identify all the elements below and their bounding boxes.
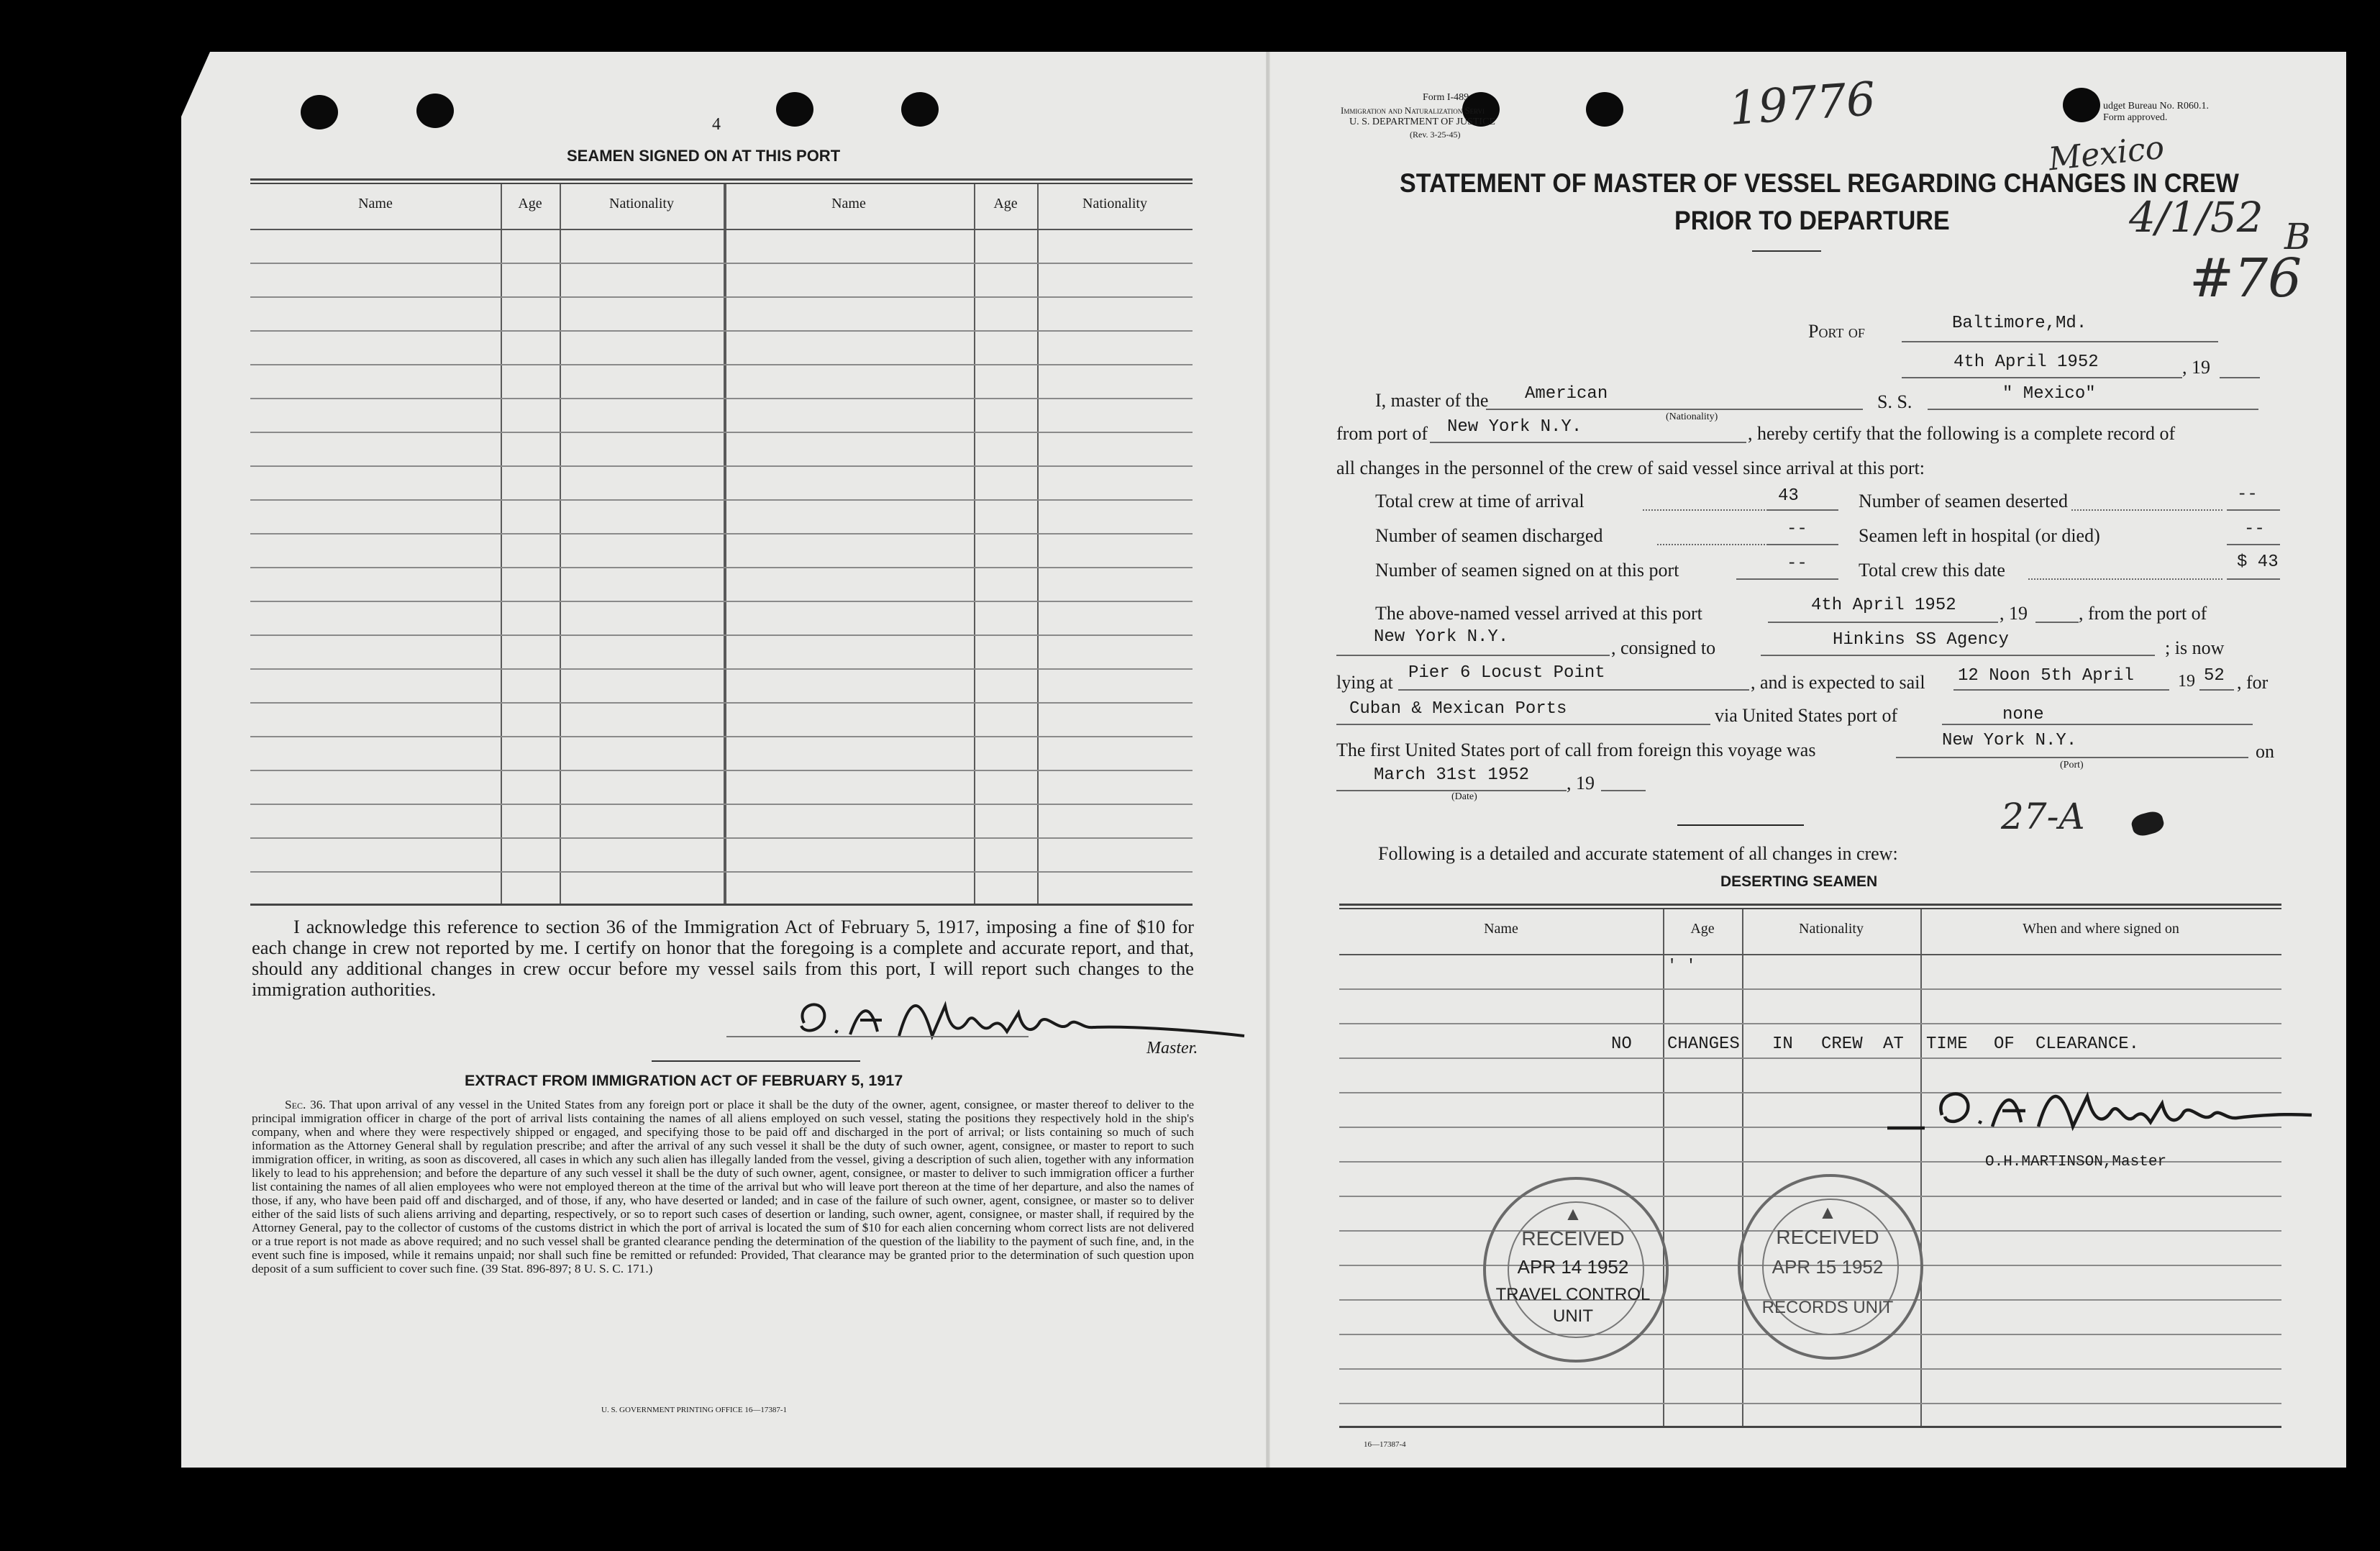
received-stamp-travel-control (1483, 1177, 1669, 1363)
total-date-value: $ 43 (2237, 552, 2279, 572)
clearance-signature-scribble (1884, 1079, 2316, 1144)
form-revision: (Rev. 3-25-45) (1410, 129, 1461, 140)
consigned-value: Hinkins SS Agency (1833, 630, 2009, 650)
destination-value: Cuban & Mexican Ports (1349, 699, 1567, 719)
first-port-value: New York N.Y. (1942, 731, 2077, 750)
section-body: That upon arrival of any vessel in the United States from any foreign port or place it shall be the duty of the owner, agent, consignee, or master thereof to deliver to the principal immigration officer in charge of the port of arrival lists containing the names of all aliens employed on such vessel, stating the positions they respectively hold in the ship's company, when and where they were respectively shipped or engaged, and specifying those to be paid off and discharged in the port of arrival; or lists containing so much of such information as the Attorney General shall by regulation prescribe; and after the arrival of any such vessel it shall be the duty of such owner, agent, consignee, or master to report to such immigration officer, in writing, as soon as discovered, all cases in which any such alien has illegally landed from the vessel, giving a description of such alien, together with any information likely to lead to his apprehension; and before the departure of any such vessel it shall be the duty of such owner, agent, consignee, or master to deliver to such immigration officer a further list containing the names of all alien employees who were not employed thereon at the time of the arrival but who will leave port thereon at the time of her departure, and also the names of those, if any, who have been paid off and discharged, and of those, if any, who have deserted or landed; and in case of the failure of such owner, agent, consignee, or master so to deliver either of the said lists of such aliens arriving and departing, respectively, or so to report such cases of desertion or landing, such owner, agent, consignee, or master shall, if required by the Attorney General, pay to the collector of customs of the customs district in which the port of arrival is located the sum of $10 for each alien concerning whom correct lists are not delivered or a true report is not made as above required; and no such vessel shall be granted clearance pending the determination of the question of the liability to the payment of such fine, and, in the event such fine is imposed, while it remains unpaid; nor shall such fine be remitted or refunded: Provided, That clearance may be granted prior to the determination of such question upon deposit of a sum sufficient to cover such fine. (39 Stat. 896-897; 8 U. S. C. 171.) (252, 1098, 1194, 1275)
vessel-nationality: American (1525, 384, 1608, 404)
page-number: 4 (712, 115, 721, 134)
handwritten-letter: B (2284, 216, 2311, 258)
budget-bureau: udget Bureau No. R060.1. (2103, 101, 2209, 112)
expected-year-prefix: 19 (2178, 672, 2195, 691)
signed-on-value: -- (1787, 554, 1807, 573)
first-date-value: March 31st 1952 (1374, 765, 1530, 785)
hospital-value: -- (2244, 519, 2265, 539)
lying-at-value: Pier 6 Locust Point (1408, 663, 1605, 683)
received-stamp-records (1738, 1174, 1923, 1360)
via-label: via United States port of (1715, 705, 1898, 726)
first-port-label: The first United States port of call from foreign this voyage was (1336, 740, 1816, 760)
punch-hole (416, 94, 454, 128)
report-date: 4th April 1952 (1953, 352, 2099, 372)
signature-typed-name: O.H.MARTINSON,Master (1985, 1154, 2167, 1170)
port-caption: (Port) (2060, 760, 2084, 770)
column-header: Nationality (1082, 196, 1147, 212)
punch-hole (1586, 92, 1623, 127)
arrived-label: The above-named vessel arrived at this port (1375, 603, 1702, 624)
column-header: Age (993, 196, 1018, 212)
age-mark: ' ' (1667, 957, 1696, 975)
extract-title: EXTRACT FROM IMMIGRATION ACT OF FEBRUARY 5, 1917 (465, 1072, 903, 1089)
for-label: , for (2237, 672, 2269, 693)
no-changes-word: CHANGES (1667, 1034, 1740, 1054)
ss-label: S. S. (1877, 391, 1912, 412)
no-changes-word: TIME (1926, 1034, 1968, 1054)
form-department: U. S. DEPARTMENT OF JUSTICE (1349, 117, 1495, 127)
column-header: Name (358, 196, 393, 212)
date-caption: (Date) (1451, 791, 1477, 802)
section-label: Sec. 36. (285, 1098, 326, 1111)
punch-hole (301, 95, 338, 129)
clearance-signature (1935, 1122, 1936, 1123)
arrived-suffix: , 19 (2000, 603, 2028, 624)
all-changes-text: all changes in the personnel of the crew of said vessel since arrival at this port: (1336, 458, 1925, 478)
clipped-corner (181, 52, 210, 117)
discharged-label: Number of seamen discharged (1375, 525, 1603, 546)
from-port-label: from port of (1336, 423, 1428, 444)
stamp-arrow: ▲ (1564, 1203, 1582, 1224)
consigned-label: , consigned to (1611, 637, 1716, 658)
no-changes-word: IN (1772, 1034, 1793, 1054)
from-port-of-label: , from the port of (2079, 603, 2207, 624)
section-36-text (252, 1098, 1194, 1275)
date-suffix: , 19 (2182, 357, 2210, 378)
master-of-label: I, master of the (1375, 390, 1489, 411)
stamp-unit: TRAVEL CONTROL (1495, 1285, 1651, 1304)
certify-text: , hereby certify that the following is a complete record of (1748, 423, 2176, 444)
master-label: Master. (1146, 1039, 1198, 1058)
signed-on-label: Number of seamen signed on at this port (1375, 560, 1679, 581)
port-of-value: Baltimore,Md. (1952, 314, 2087, 333)
handwritten-mark: 27-A (2001, 796, 2085, 837)
from-port-value: New York N.Y. (1447, 417, 1582, 437)
punch-hole (2063, 88, 2100, 122)
column-header: Nationality (1799, 921, 1864, 937)
on-label: on (2256, 741, 2274, 762)
center-fold (1266, 52, 1270, 1468)
form-number: Form I-489 (1423, 92, 1469, 103)
total-crew-arrival-value: 43 (1778, 486, 1799, 506)
discharged-value: -- (1787, 519, 1807, 539)
first-date-suffix: , 19 (1567, 773, 1595, 793)
stamp-date: APR 15 1952 (1772, 1256, 1884, 1278)
column-header: Age (1690, 921, 1715, 937)
handwritten-date: 4/1/52 (2129, 193, 2263, 242)
punch-hole (776, 92, 813, 127)
stamp-received: RECEIVED (1776, 1226, 1879, 1248)
acknowledgement-text: I acknowledge this reference to section 36 of the Immigration Act of February 5, 1917, imposing a fine of $10 for each change in crew not reported by me. I certify on honor that the foregoing is a complete and accurate report, and that, should any additional changes in crew occur before my vessel sails from this port, I will report such changes to the immigration authorities. (252, 916, 1194, 1000)
total-crew-arrival-label: Total crew at time of arrival (1375, 491, 1585, 511)
expected-year: 52 (2204, 666, 2225, 686)
deserted-value: -- (2237, 485, 2258, 504)
expected-label: , and is expected to sail (1751, 672, 1925, 693)
expected-value: 12 Noon 5th April (1958, 666, 2134, 686)
handwritten-file-number: 19776 (1727, 72, 1877, 137)
form-title-line1: STATEMENT OF MASTER OF VESSEL REGARDING CHANGES IN CREW (1400, 168, 2239, 198)
column-header: When and where signed on (2023, 921, 2179, 937)
total-date-label: Total crew this date (1859, 560, 2005, 581)
no-changes-word: CREW (1821, 1034, 1863, 1054)
stamp-date: APR 14 1952 (1517, 1256, 1629, 1278)
stamp-received: RECEIVED (1521, 1227, 1625, 1250)
deserting-title: DESERTING SEAMEN (1720, 873, 1878, 890)
stamp-unit: RECORDS UNIT (1761, 1298, 1894, 1317)
no-changes-word: CLEARANCE. (2035, 1034, 2140, 1054)
column-header: Name (831, 196, 866, 212)
footer-code: 16—17387-4 (1364, 1440, 1406, 1449)
stamp-arrow: ▲ (1818, 1201, 1837, 1223)
arrived-value: 4th April 1952 (1811, 596, 1956, 615)
no-changes-word: NO (1611, 1034, 1632, 1054)
lying-at-label: lying at (1336, 672, 1393, 693)
nationality-caption: (Nationality) (1666, 411, 1718, 422)
is-now-label: ; is now (2165, 637, 2225, 658)
no-changes-word: OF (1994, 1034, 2015, 1054)
punch-hole (901, 92, 939, 127)
hospital-label: Seamen left in hospital (or died) (1859, 525, 2100, 546)
following-text: Following is a detailed and accurate statement of all changes in crew: (1378, 843, 1898, 864)
column-header: Age (518, 196, 542, 212)
printing-office: U. S. GOVERNMENT PRINTING OFFICE 16—17387-1 (601, 1406, 788, 1414)
ship-name: " Mexico" (2002, 384, 2096, 404)
form-approved: Form approved. (2103, 112, 2168, 123)
column-header: Nationality (609, 196, 674, 212)
via-value: none (2002, 705, 2044, 724)
form-agency: Immigration and Naturalization Servi (1341, 105, 1485, 116)
no-changes-word: AT (1883, 1034, 1904, 1054)
form-title-line2: PRIOR TO DEPARTURE (1674, 206, 1950, 235)
handwritten-reference: #76 (2189, 247, 2302, 309)
handwritten-vessel-name: Mexico (2046, 129, 2166, 178)
master-signature (811, 1033, 812, 1034)
column-header: Name (1484, 921, 1518, 937)
from-port-of-value: New York N.Y. (1374, 627, 1509, 647)
deserted-label: Number of seamen deserted (1859, 491, 2068, 511)
port-of-label: Port of (1808, 321, 1865, 342)
stamp-unit-line: UNIT (1553, 1306, 1593, 1326)
section-title: SEAMEN SIGNED ON AT THIS PORT (567, 147, 841, 165)
